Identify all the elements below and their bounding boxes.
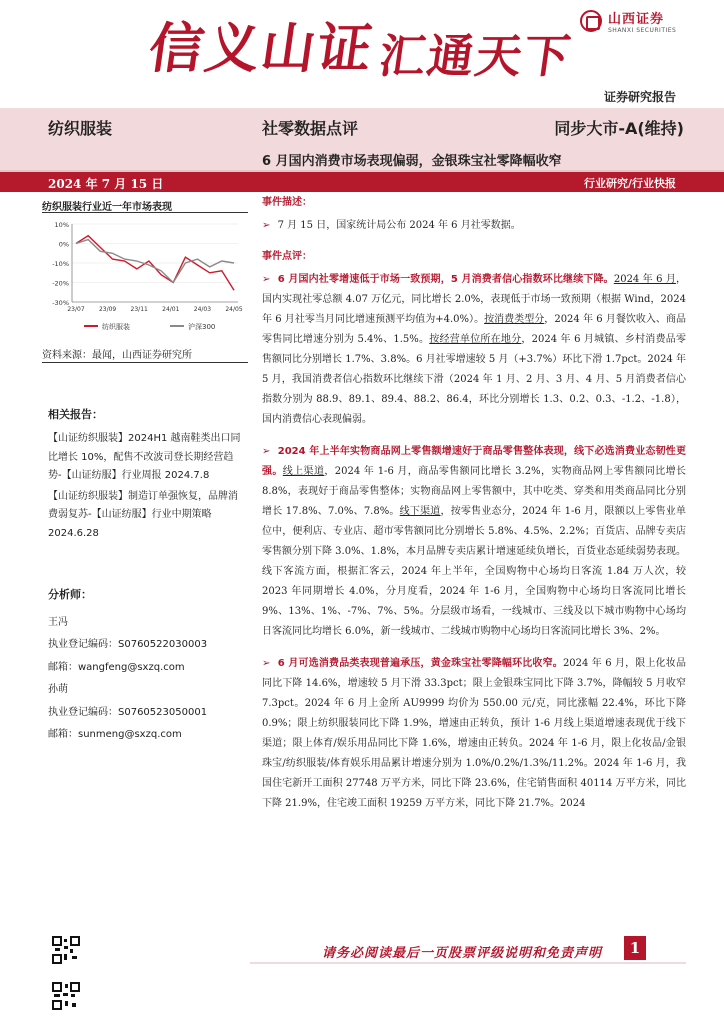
paragraph-text: ，2024 年 6 月餐饮收入、商品零售同比增速分别为 5.4%、1.5%。 [262,314,686,345]
x-tick-label: 24/01 [162,306,180,313]
report-category: 行业研究/行业快报 [583,177,676,190]
paragraph-text: ，2024 年 6 月城镇、乡村消费品零售额同比分别增长 1.7%、3.8%。6 月社零增速较 5 月（+3.7%）环比下滑 1.7pct。2024 年 5 月，我国消费者信心指数环比继续下滑（2024 年 1 月、2 月、3 月、4 月、5 月消费者信心指数分别为 88.9、89.1、89.4、88.2、86.4，环比分别增长 1.3、0.2、0.3、-1.2、-1.8），国内消费信心表现偏弱。 [262,334,686,425]
logo-name: 山西证券 [608,12,665,27]
divider [42,362,248,363]
slogan-text-2: 汇通天下 [375,29,576,83]
y-tick-label: 0% [58,240,69,249]
x-tick-label: 24/03 [193,306,212,313]
paragraph-1 [262,270,686,430]
arrow-bullet-icon: ➢ [262,274,271,285]
x-tick-label: 23/11 [130,306,148,313]
event-heading: 事件描述： [262,197,312,208]
arrow-bullet-icon: ➢ [262,446,271,457]
column-label: 社零数据点评 [262,119,359,138]
y-tick-label: -30% [52,299,69,307]
underlined-phrase: 按经营单位所在地分 [429,334,522,345]
chart-source: 资料来源：最闻，山西证券研究所 [42,350,192,361]
analyst-registration: 执业登记编码：S0760522030003 [48,639,208,651]
qr-code-icon [52,982,80,1010]
rating-label: 同步大市-A(维持) [554,119,684,138]
chart-svg [42,216,248,340]
report-date: 2024 年 7 月 15 日 [48,177,164,191]
analyst-name: 孙萌 [48,684,68,696]
x-tick-label: 23/07 [67,306,85,313]
analyst-email[interactable]: 邮箱：wangfeng@sxzq.com [48,661,185,673]
company-logo [580,8,676,34]
arrow-bullet-icon: ➢ [262,658,271,669]
paragraph-text: ，国内实现社零总额 4.07 万亿元，同比增长 2.0%，表现低于市场一致预期（根据 Wind，2024 年 6 月社零当月同比增速预测平均值为+4.0%）。 [262,274,686,325]
logo-icon [580,10,602,32]
report-headline: 6 月国内消费市场表现偏弱，金银珠宝社零降幅收窄 [262,154,562,169]
underlined-phrase: 按消费类型分 [484,314,545,325]
qr-code-icon [52,936,80,964]
y-tick-label: -10% [52,260,69,268]
analyst-heading: 分析师： [48,588,92,601]
paragraph-2 [262,442,686,642]
paragraph-text: 2024 年 6 月，限上化妆品同比下降 14.6%，增速较 5 月下滑 33.3pct；限上金银珠宝同比下降 3.7%，降幅较 5 月收窄 7.3pct。2024 年 6 月上金所 AU9999 均价为 550.00 元/克，同比涨幅 22.4%，环比下降 0.9%；限上纺织服装同比下降 1.9%，增速由正转负，预计 1-6 月线上渠道增速表现优于线下渠道；限上体育/娱乐用品同比下降 1.6%，增速由正转负。2024 年 1-6 月，限上化妆品/金银珠宝/纺织服装/体育娱乐用品累计增速分别为 1.0%/0.2%/1.3%/11.2%。2024 年 1-6 月，我国住宅新开工面积 27748 万平方米，同比下降 23.6%，住宅销售面积 40114 万平方米，同比下降 21.9%，住宅竣工面积 19259 万平方米，同比下降 21.7%。2024 [262,658,686,809]
related-report-item[interactable]: 【山证纺织服装】制造订单强恢复，品牌消费弱复苏-【山证纺服】行业中期策略 2024.6.28 [48,490,238,539]
analyst-name: 王冯 [48,617,68,628]
page-number: 1 [624,936,646,960]
market-performance-chart [42,216,248,340]
report-type: 证券研究报告 [603,90,676,104]
analyst-email[interactable]: 邮箱：sunmeng@sxzq.com [48,729,182,741]
underlined-phrase: 线上渠道 [282,466,325,477]
legend-label: 纺织服装 [102,323,130,331]
event-paragraph [262,216,686,236]
underlined-phrase: 线下渠道 [399,506,441,517]
analyst-list [48,612,207,746]
underlined-phrase: 2024 年 6 月 [613,274,676,285]
related-reports-heading: 相关报告： [48,408,103,421]
paragraph-lead: 2024 年上半年实物商品网上零售额增速好于商品零售整体表现，线下必选消费业态韧性更强。 [262,446,686,477]
related-reports-list [48,430,246,545]
industry-label: 纺织服装 [48,119,113,138]
main-content [262,196,686,814]
related-report-item[interactable]: 【山证纺织服装】2024H1 越南鞋类出口同比增长 10%，配售不改波司登长期经营趋势-【山证纺服】行业周报 2024.7.8 [48,433,241,481]
comment-heading: 事件点评： [262,251,312,262]
disclaimer-notice: 请务必阅读最后一页股票评级说明和免责声明 [322,946,603,961]
paragraph-3 [262,654,686,814]
paragraph-text: ，2024 年 1-6 月，商品零售额同比增长 3.2%，实物商品网上零售额同比增长 8.8%，表现好于商品零售整体；实物商品网上零售额中，其中吃类、穿类和用类商品同比分别增长 17.8%、7.0%、7.8%。 [262,466,687,517]
y-tick-label: -20% [52,279,69,288]
paragraph-lead: 6 月可选消费品类表现普遍承压，黄金珠宝社零降幅环比收窄。 [277,658,563,669]
paragraph-text: ，按零售业态分，2024 年 1-6 月，限额以上零售业单位中，便利店、专业店、超市零售额同比分别增长 5.8%、4.5%、2.2%；百货店、品牌专卖店零售额分别下降 3.0%、1.8%，本月品牌专卖店累计增速延续负增长，百货业态延续弱势表现。线下客流方面，根据汇客云，2024 年上半年，全国购物中心场均日客流 1.84 万人次，较 2023 年同期增长 4.0%，分月度看，2024 年 1-6 月，全国购物中心场均日客流同比增长 9%、13%、1%、-7%、7%、5%。分层级市场看，一线城市、三线及以下城市购物中心场均日客流同比均增长 6.0%，新一线城市、二线城市购物中心场均日客流同比增长 3%、2%。 [262,506,686,637]
chart-title: 纺织服装行业近一年市场表现 [42,202,172,213]
x-tick-label: 23/09 [98,306,117,313]
arrow-bullet-icon: ➢ [262,220,271,231]
divider [42,212,248,213]
logo-name-en: SHANXI SECURITIES [608,27,677,34]
event-text: 7 月 15 日，国家统计局公布 2024 年 6 月社零数据。 [277,220,521,231]
slogan-text: 信义山证 [145,16,379,80]
legend-label: 沪深300 [188,323,216,331]
y-tick-label: 10% [54,221,69,229]
x-tick-label: 24/05 [225,306,243,313]
footer-rule [250,962,686,964]
paragraph-lead: 6 月国内社零增速低于市场一致预期，5 月消费者信心指数环比继续下降。 [277,274,614,285]
analyst-registration: 执业登记编码：S0760523050001 [48,706,208,718]
